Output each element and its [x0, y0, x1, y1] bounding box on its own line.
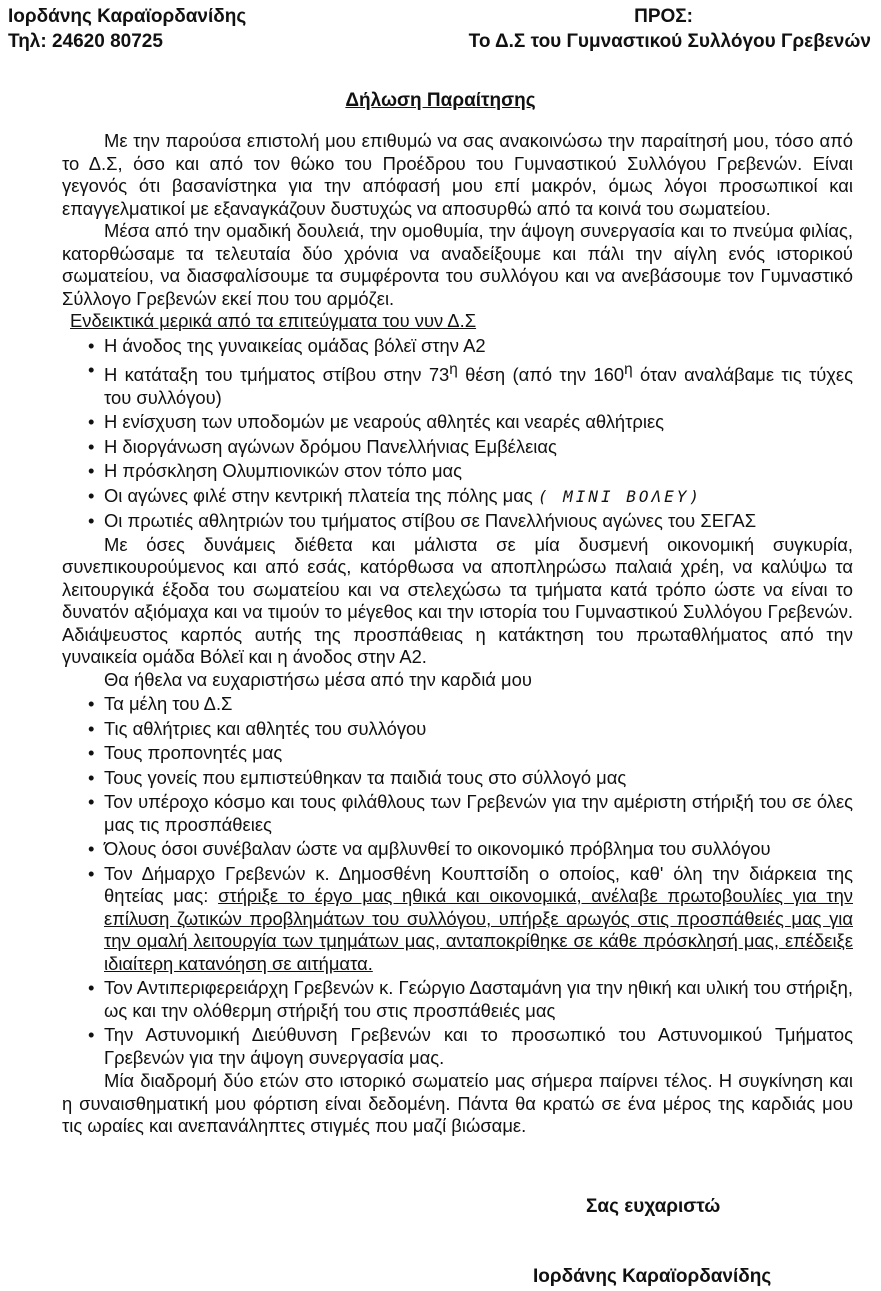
list-item [62, 359, 853, 409]
list-item: • Όλους όσοι συνέβαλαν ώστε να αμβλυνθεί το οικονομικό πρόβλημα του συλλόγου [62, 838, 853, 861]
sender-name: Ιορδάνης Καραϊορδανίδης [8, 6, 247, 27]
item-text: όταν αναλάβαμε τις τύχες του συλλόγου) [104, 364, 853, 408]
recipient-block [469, 4, 871, 54]
list-item: • Τους γονείς που εμπιστεύθηκαν τα παιδιά τους στο σύλλογό μας [62, 767, 853, 790]
letter-title: Δήλωση Παραίτησης [345, 90, 536, 111]
item-text: Τον Δήμαρχο Γρεβενών κ. Δημοσθένη Κουπτσίδη ο οποίος, καθ' όλη την διάρκεια της θητείας μας: [104, 862, 853, 907]
achievements-heading: Ενδεικτικά μερικά από τα επιτεύγματα του νυν Δ.Σ [70, 310, 477, 331]
item-text: Οι αγώνες φιλέ στην κεντρική πλατεία της πόλης μας [104, 484, 533, 506]
signature-name: Ιορδάνης Καραϊορδανίδης [533, 1266, 772, 1287]
ordinal-suffix: η [624, 361, 633, 378]
list-item: • Τα μέλη του Δ.Σ [62, 693, 853, 716]
thanks-list [62, 693, 853, 1069]
list-item: • Την Αστυνομική Διεύθυνση Γρεβενών και το προσωπικό του Αστυνομικού Τμήματος Γρεβενών για την άψογη συνεργασία μας. [62, 1024, 853, 1069]
closing-paragraph: Μία διαδρομή δύο ετών στο ιστορικό σωματείο μας σήμερα παίρνει τέλος. Η συγκίνηση και η συναισθηματική μου φόρτιση είναι δεδομένη. Πάντα θα κρατώ σε ένα μέρος της καρδιάς μου τις ωραίες και ανεπανάληπτες στιγμές που μαζί βιώσαμε. [62, 1070, 853, 1137]
letter-body [62, 130, 853, 1138]
list-item: • Η άνοδος της γυναικείας ομάδας βόλεϊ στην Α2 [62, 335, 853, 358]
thanks-intro: Θα ήθελα να ευχαριστήσω μέσα από την καρδιά μου [104, 668, 532, 690]
list-item: • Τους προπονητές μας [62, 742, 853, 765]
ordinal-suffix: η [449, 361, 458, 378]
item-text: Η κατάταξη του τμήματος στίβου στην 73 [104, 364, 450, 386]
underlined-text: στήριξε το έργο μας ηθικά και οικονομικά, ανέλαβε πρωτοβουλίες για την επίλυση ζωτικών προβλημάτων του συλλόγου, υπήρξε αρωγός στις προσπάθειές μας για την ομαλή λειτουργία των τμημάτων μας, ανταποκρίθηκε σε κάθε πρόσκλησή μας, επέδειξε ιδιαίτερη κατανόηση σε αιτήματα. [104, 885, 853, 974]
sender-block [8, 4, 246, 54]
list-item: • Τον υπέροχο κόσμο και τους φιλάθλους των Γρεβενών για την αμέριστη στήριξή του σε όλες μας τις προσπάθειες [62, 791, 853, 836]
list-item: • Η ενίσχυση των υποδομών με νεαρούς αθλητές και νεαρές αθλήτριες [62, 411, 853, 434]
handwritten-note: ( MINI ΒΟΛΕΥ) [537, 486, 703, 506]
list-item [62, 863, 853, 976]
item-text: θέση (από την 160 [457, 364, 625, 386]
intro-paragraph: Με την παρούσα επιστολή μου επιθυμώ να σας ανακοινώσω την παραίτησή μου, τόσο από το Δ.Σ, όσο και από τον θώκο του Προέδρου του Γυμναστικού Συλλόγου Γρεβενών. Είναι γεγονός ότι βασανίστηκα για την απόφασή μου επί μακρόν, όμως λόγοι προσωπικοί και επαγγελματικοί με εξαναγκάζουν δυστυχώς να αποσυρθώ από τα κοινά του σωματείου. [62, 130, 853, 219]
recipient-label: ΠΡΟΣ: [634, 6, 693, 27]
list-item: • Η πρόσκληση Ολυμπιονικών στον τόπο μας [62, 460, 853, 483]
recipient-addressee: Το Δ.Σ του Γυμναστικού Συλλόγου Γρεβενών [468, 31, 871, 52]
list-item [62, 485, 853, 509]
sign-off: Σας ευχαριστώ [586, 1196, 721, 1217]
achievements-list [62, 335, 853, 533]
list-item: • Η διοργάνωση αγώνων δρόμου Πανελλήνιας Εμβέλειας [62, 436, 853, 459]
list-item: • Τις αθλήτριες και αθλητές του συλλόγου [62, 718, 853, 741]
list-item: • Οι πρωτιές αθλητριών του τμήματος στίβου σε Πανελλήνιους αγώνες του ΣΕΓΑΣ [62, 510, 853, 533]
sender-phone: Τηλ: 24620 80725 [8, 31, 163, 52]
teamwork-paragraph: Μέσα από την ομαδική δουλειά, την ομοθυμία, την άψογη συνεργασία και το πνεύμα φιλίας, κατορθώσαμε τα τελευταία δύο χρόνια να αναδείξουμε και πάλι την αίγλη ενός ιστορικού σωματείου, να διασφαλίσουμε τα συμφέροντα του συλλόγου και να ανεβάσουμε τον Γυμναστικό Σύλλογο Γρεβενών εκεί που του αρμόζει. [62, 220, 853, 309]
finances-paragraph: Με όσες δυνάμεις διέθετα και μάλιστα σε μία δυσμενή οικονομική συγκυρία, συνεπικουρούμενος και από εσάς, κατόρθωσα να αποπληρώσω παλαιά χρέη, να καλύψω τα λειτουργικά έξοδα του σωματείου και να στελεχώσω τα τμήματα κατά τρόπο ώστε να είναι το δυνατόν αξιόμαχα και να τιμούν το μέγεθος και την ιστορία του Γυμναστικού Συλλόγου Γρεβενών. Αδιάψευστος καρπός αυτής της προσπάθειας η κατάκτηση του πρωταθλήματος από την γυναικεία ομάδα Βόλεϊ και η άνοδος στην Α2. [62, 533, 853, 668]
list-item: • Τον Αντιπεριφερειάρχη Γρεβενών κ. Γεώργιο Δασταμάνη για την ηθική και υλική του στήριξη, ως και την ολόθερμη στήριξή του στις προσπάθειές μας [62, 977, 853, 1022]
